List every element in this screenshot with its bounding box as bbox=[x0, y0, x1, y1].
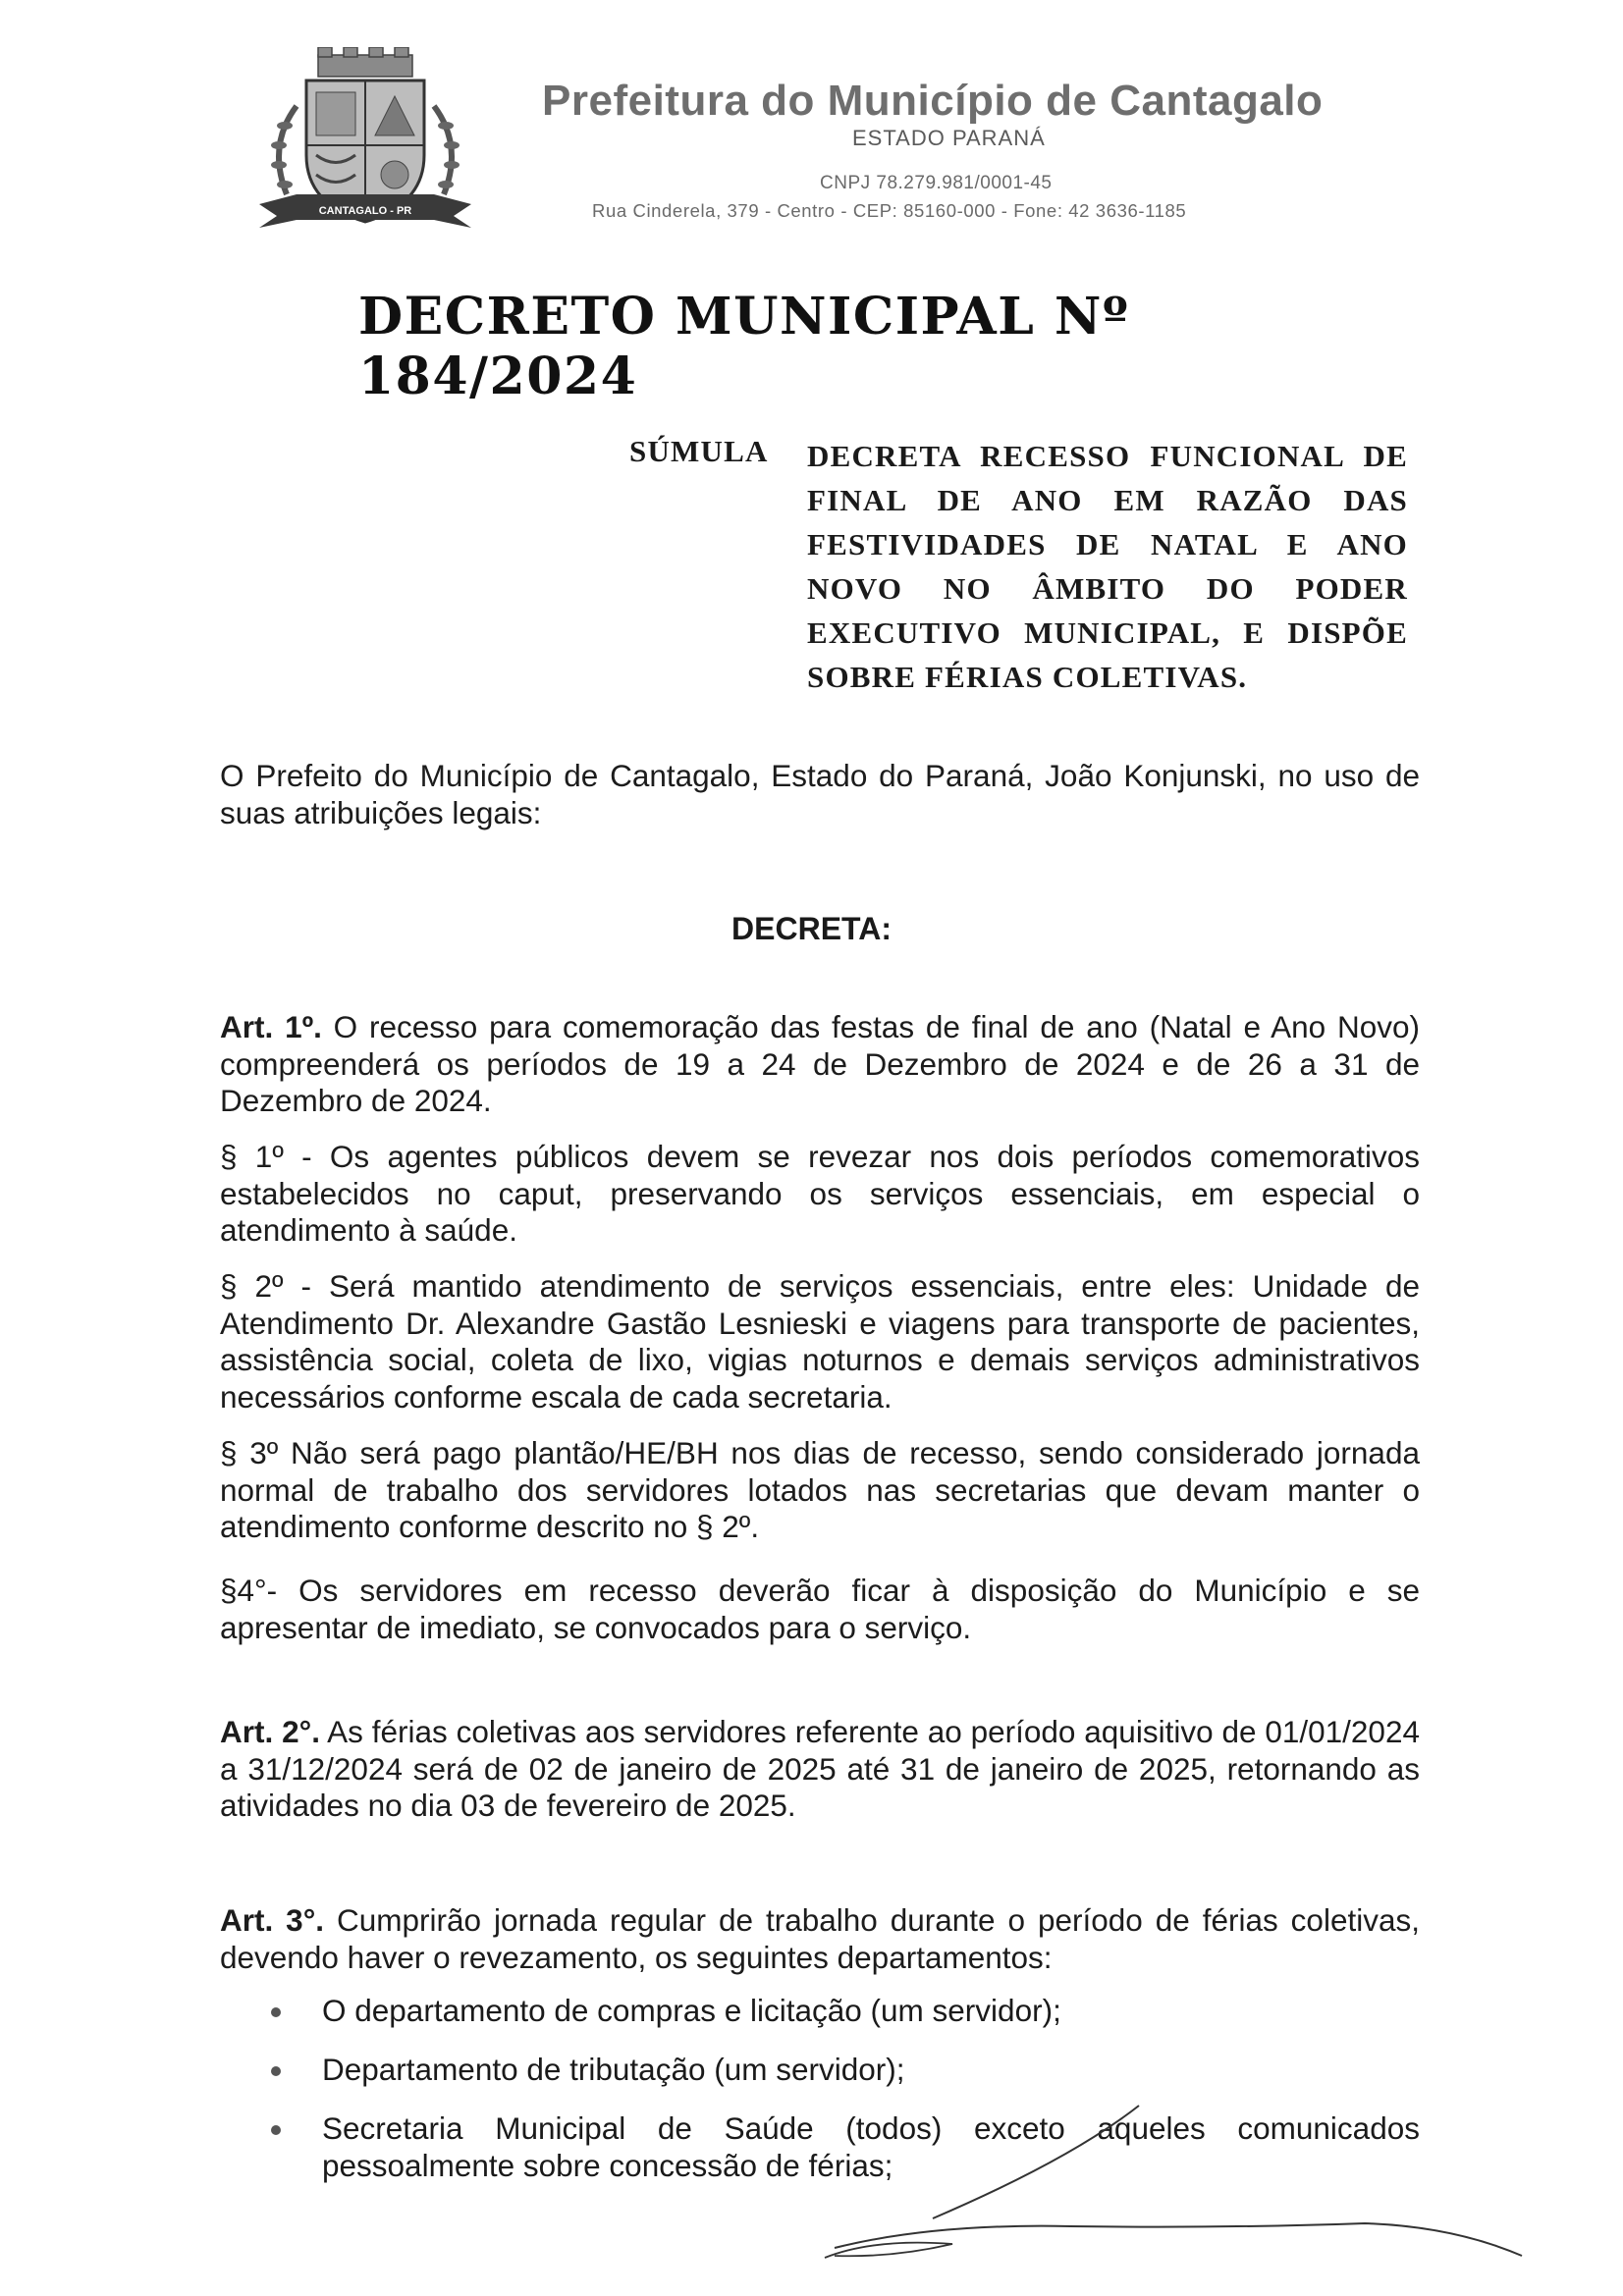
article-2 bbox=[220, 1714, 1420, 1825]
article-1-text: O recesso para comemoração das festas de final de ano (Natal e Ano Novo) compreenderá os períodos de 19 a 24 de Dezembro de 2024 e de 26 a 31 de Dezembro de 2024. bbox=[220, 1009, 1420, 1118]
article-3-text: Cumprirão jornada regular de trabalho durante o período de férias coletivas, devendo haver o revezamento, os seguintes departamentos: bbox=[220, 1902, 1420, 1975]
signature-scribble bbox=[815, 2101, 1542, 2268]
bullet-icon bbox=[271, 2066, 281, 2076]
article-1-paragraph-3: § 3º Não será pago plantão/HE/BH nos dias de recesso, sendo considerado jornada normal de trabalho dos servidores lotados nas secretarias que devam manter o atendimento conforme descrito no § 2º. bbox=[220, 1435, 1420, 1544]
preamble: O Prefeito do Município de Cantagalo, Estado do Paraná, João Konjunski, no uso de suas atribuições legais: bbox=[220, 758, 1420, 830]
article-1-paragraph-1: § 1º - Os agentes públicos devem se revezar nos dois períodos comemorativos estabelecidos no caput, preservando os serviços essenciais, em especial o atendimento à saúde. bbox=[220, 1139, 1420, 1248]
state-name: ESTADO PARANÁ bbox=[852, 126, 1046, 150]
list-item-text: O departamento de compras e licitação (um servidor); bbox=[322, 1993, 1061, 2028]
municipal-crest-logo bbox=[257, 47, 473, 243]
sumula-text: DECRETA RECESSO FUNCIONAL DE FINAL DE ANO EM RAZÃO DAS FESTIVIDADES DE NATAL E ANO NOVO NO ÂMBITO DO PODER EXECUTIVO MUNICIPAL, E DISPÕE SOBRE FÉRIAS COLETIVAS. bbox=[807, 439, 1408, 694]
article-2-text: As férias coletivas aos servidores referente ao período aquisitivo de 01/01/2024 a 31/12/2024 será de 02 de janeiro de 2025 até 31 de janeiro de 2025, retornando as atividades no dia 03 de fevereiro de 2025. bbox=[220, 1714, 1420, 1823]
cnpj-number: CNPJ 78.279.981/0001-45 bbox=[820, 173, 1053, 193]
decreta-heading: DECRETA: bbox=[731, 911, 892, 946]
article-1 bbox=[220, 1009, 1420, 1120]
svg-text:CANTAGALO - PR: CANTAGALO - PR bbox=[318, 205, 412, 217]
bullet-icon bbox=[271, 2007, 281, 2017]
article-1-paragraph-2: § 2º - Será mantido atendimento de serviços essenciais, entre eles: Unidade de Atendimento Dr. Alexandre Gastão Lesnieski e viagens para transporte de pacientes, assistência social, coleta de lixo, vigias noturnos e demais serviços administrativos necessários conforme escala de cada secretaria. bbox=[220, 1268, 1420, 1415]
article-3 bbox=[220, 1902, 1420, 1976]
municipality-name: Prefeitura do Município de Cantagalo bbox=[542, 77, 1324, 125]
article-1-paragraph-4: §4°- Os servidores em recesso deverão ficar à disposição do Município e se apresentar de imediato, se convocados para o serviço. bbox=[220, 1573, 1420, 1645]
article-3-label: Art. 3°. bbox=[220, 1902, 325, 1938]
list-item bbox=[220, 1993, 1420, 2030]
decree-title: DECRETO MUNICIPAL Nº 184/2024 bbox=[358, 287, 1130, 406]
sumula-label: SÚMULA bbox=[629, 434, 769, 468]
address-line: Rua Cinderela, 379 - Centro - CEP: 85160-000 - Fone: 42 3636-1185 bbox=[592, 200, 1187, 221]
article-1-label: Art. 1º. bbox=[220, 1009, 322, 1044]
list-item-text: Secretaria Municipal de Saúde (todos) exceto aqueles comunicados pessoalmente sobre concessão de férias; bbox=[322, 2110, 1420, 2183]
list-item bbox=[220, 2052, 1420, 2089]
bullet-icon bbox=[271, 2125, 281, 2135]
list-item-text: Departamento de tributação (um servidor); bbox=[322, 2052, 905, 2087]
article-2-label: Art. 2°. bbox=[220, 1714, 320, 1749]
